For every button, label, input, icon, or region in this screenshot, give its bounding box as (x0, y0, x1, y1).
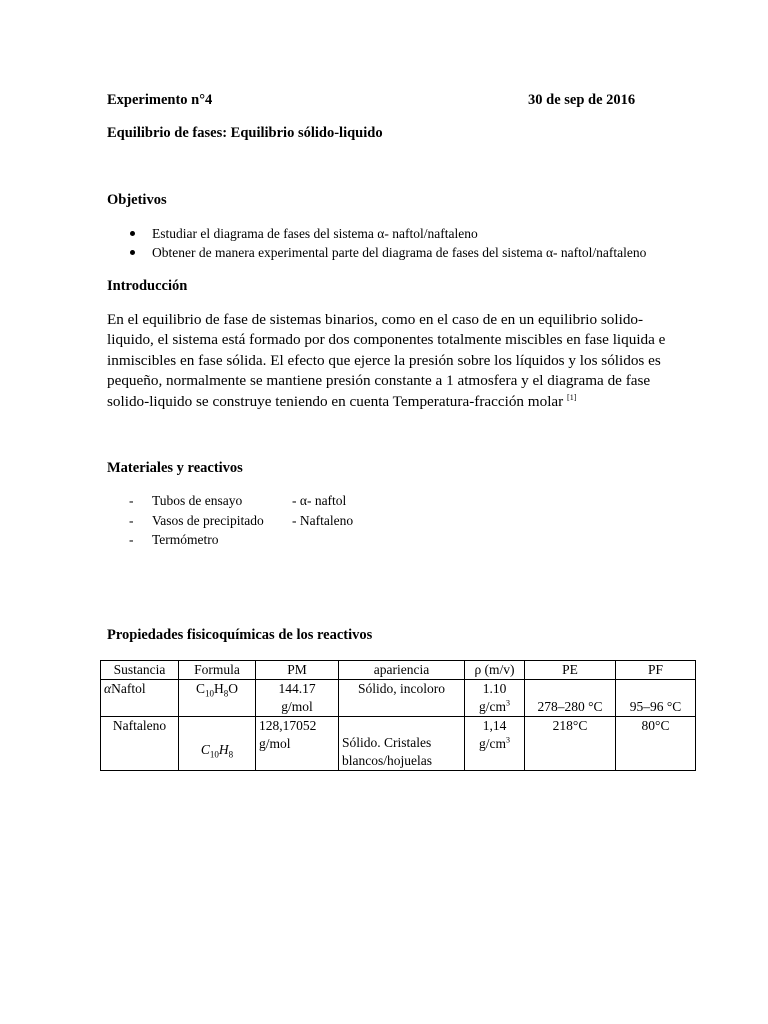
column-header: PE (525, 661, 616, 680)
density-unit-text: g/cm (479, 699, 506, 714)
density-unit (468, 735, 521, 753)
boiling-point-cell: 278–280 °C (525, 680, 616, 717)
formula-element: C (195, 681, 205, 696)
pm-unit: g/mol (259, 736, 291, 751)
substance-cell: Naftaleno (101, 717, 179, 771)
list-dash: - (129, 532, 134, 547)
substance-name: Naftol (111, 681, 146, 696)
introduction-line-last (107, 392, 667, 412)
alpha-symbol: α (104, 681, 112, 696)
formula-subscript: 8 (223, 688, 229, 699)
density-exponent: 3 (506, 698, 510, 708)
material-item: Vasos de precipitado (152, 513, 264, 528)
introduction-line: pequeño, normalmente se mantiene presión constante a 1 atmosfera y el diagrama de fase (107, 372, 651, 390)
experiment-subtitle: Equilibrio de fases: Equilibrio sólido-liquido (107, 125, 383, 141)
table-row (101, 680, 696, 717)
objective-item: Estudiar el diagrama de fases del sistema α- naftol/naftaleno (152, 226, 478, 241)
density-cell (465, 717, 525, 771)
materials-heading: Materiales y reactivos (107, 460, 243, 476)
formula-element: O (228, 681, 238, 696)
formula-cell (179, 680, 256, 717)
material-item: Termómetro (152, 532, 219, 547)
boiling-point-cell: 218°C (525, 717, 616, 771)
reagent-item: - α- naftol (292, 493, 347, 508)
density-unit-text: g/cm (479, 736, 506, 751)
introduction-line: solido-liquido se construye teniendo en cuenta Temperatura-fracción molar (107, 392, 564, 410)
column-header: apariencia (339, 661, 465, 680)
introduction-line: En el equilibrio de fase de sistemas binarios, como en el caso de en un equilibrio solido- (107, 311, 644, 328)
introduction-paragraph (107, 310, 667, 412)
density-exponent: 3 (506, 735, 510, 745)
appearance-line: Sólido. Cristales (342, 735, 432, 750)
appearance-line: blancos/hojuelas (342, 753, 432, 768)
melting-point-cell: 95–96 °C (616, 680, 696, 717)
material-item: Tubos de ensayo (152, 493, 243, 508)
experiment-number: Experimento n°4 (107, 92, 213, 108)
pm-cell (256, 717, 339, 771)
formula-subscript: 10 (209, 750, 219, 760)
pm-unit: g/mol (281, 699, 313, 714)
substance-cell (101, 680, 179, 717)
appearance-cell: Sólido, incoloro (339, 680, 465, 717)
pm-value: 128,17052 (259, 718, 317, 733)
experiment-date: 30 de sep de 2016 (528, 92, 636, 108)
bullet-icon (130, 231, 135, 236)
objective-item: Obtener de manera experimental parte del diagrama de fases del sistema α- naftol/naftaleno (152, 245, 647, 260)
introduction-line: liquido, el sistema está formado por dos componentes totalmente miscibles en fase liquida e (107, 331, 666, 349)
list-dash: - (129, 493, 134, 508)
table-row (101, 717, 696, 771)
introduction-heading: Introducción (107, 278, 188, 294)
density-value: 1,14 (482, 718, 507, 733)
introduction-line: inmiscibles en fase sólida. El efecto que ejerce la presión sobre los líquidos y los sólidos es (107, 351, 661, 369)
melting-point-cell: 80°C (616, 717, 696, 771)
objectives-heading: Objetivos (107, 192, 167, 208)
bullet-icon (130, 250, 135, 255)
formula-subscript: 8 (228, 750, 234, 760)
table-header-row (101, 661, 696, 680)
column-header: Sustancia (101, 661, 179, 680)
citation-link[interactable]: [1] (567, 392, 577, 402)
formula-element: H (218, 742, 229, 758)
properties-table (100, 660, 696, 771)
density-unit (468, 698, 521, 716)
column-header: PM (256, 661, 339, 680)
column-header: ρ (m/v) (465, 661, 525, 680)
reagent-item: - Naftaleno (292, 513, 354, 528)
pm-cell (256, 680, 339, 717)
formula-element: C (200, 742, 210, 758)
formula-element: H (214, 681, 224, 696)
column-header: PF (616, 661, 696, 680)
density-value: 1.10 (482, 681, 507, 696)
formula-subscript: 10 (205, 688, 214, 699)
formula-cell (179, 717, 256, 771)
properties-heading: Propiedades fisicoquímicas de los reactivos (107, 627, 373, 643)
column-header: Formula (179, 661, 256, 680)
pm-value: 144.17 (278, 681, 316, 696)
density-cell (465, 680, 525, 717)
list-dash: - (129, 513, 134, 528)
appearance-cell (339, 717, 465, 771)
